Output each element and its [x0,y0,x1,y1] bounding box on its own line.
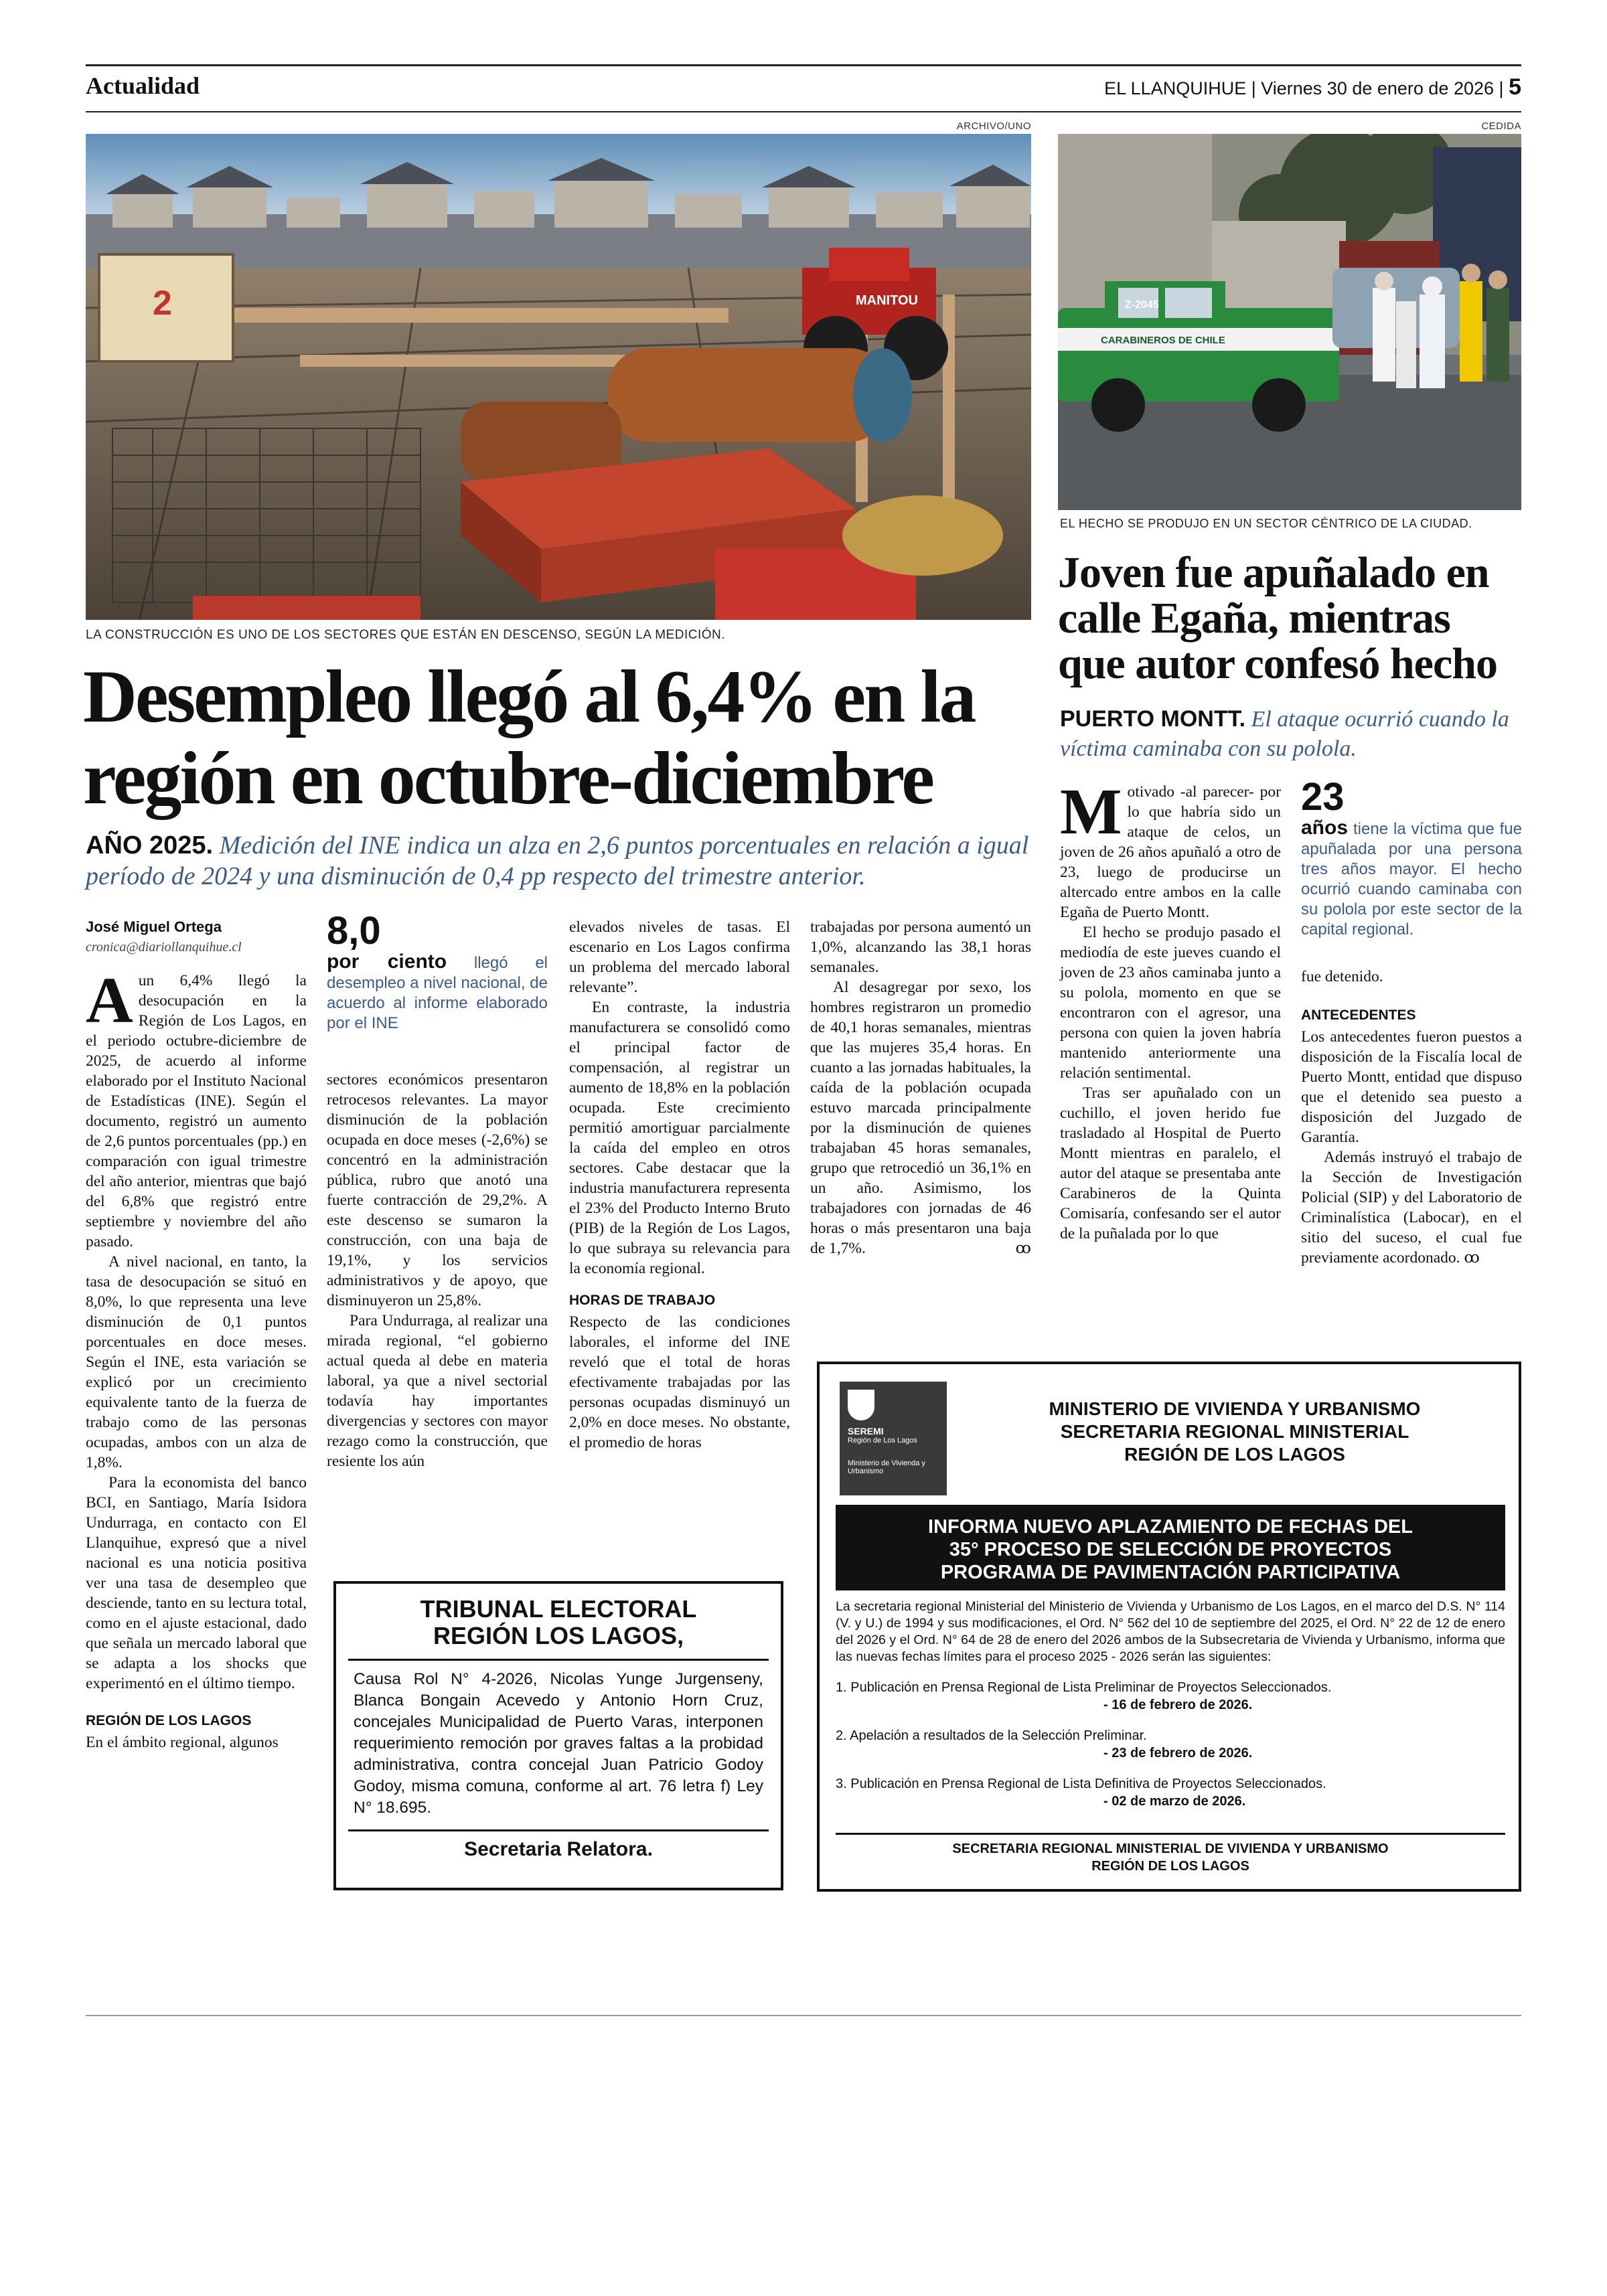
page-folio: EL LLANQUIHUE | Viernes 30 de enero de 2026 | 5 [1104,74,1521,100]
lead-photo-caption: LA CONSTRUCCIÓN ES UNO DE LOS SECTORES QUE ESTÁN EN DESCENSO, SEGÚN LA MEDICIÓN. [86,628,725,642]
side-headline-line-3: que autor confesó hecho [1058,639,1497,688]
section-label: Actualidad [86,72,200,99]
tribunal-title [348,1596,769,1661]
fact-box [327,952,548,1034]
side-drop-cap: M [1060,776,1122,848]
side-paragraph-5: Los antecedentes fueron puestos a disposición de la Fiscalía local de Puerto Montt, entidad que dispuso que el detenido sea puesto a disposición del Juzgado de Garantía. [1301,1028,1522,1146]
police-label: CARABINEROS DE CHILE [1101,335,1225,346]
side-column-2 [1301,776,1522,1268]
end-mark-icon: ꝏ [1015,1240,1031,1257]
subhead-region: REGIÓN DE LOS LAGOS [86,1713,252,1728]
side-photo [1058,134,1521,510]
fact-number: 8,0 [327,909,381,953]
lead-column-4 [810,917,1031,1258]
side-fact-unit: años [1301,817,1349,839]
side-paragraph-1: Motivado -al parecer- por lo que habría sido un ataque de celos, un joven de 26 años apuñaló a otro de 23, luego de producirse un altercado entre ambos en la calle Egaña de Puerto Montt. [1060,776,1281,921]
lead-photo-credit: ARCHIVO/UNO [956,120,1031,132]
lead-column-2 [327,910,548,1471]
minvu-intro: La secretaria regional Ministerial del Ministerio de Vivienda y Urbanismo de Los Lagos, en el marco del D.S. N° 114 (V. y U.) de 1994 y sus modificaciones, el Ord. N° 562 del 10 de septiembre del 2025, el Ord. N° 22 de 12 de enero del 2026 y el Ord. N° 64 de 28 de enero del 2026 ambos de la Subsecretaria de Vivienda y Urbanismo, informa que las nuevas fechas límites para el proceso 2025 - 2026 serán las siguientes: [836,1599,1505,1664]
date-item-3: 3. Publicación en Prensa Regional de Lista Definitiva de Proyectos Seleccionados. - 02 de marzo de 2026. [836,1777,1326,1809]
side-paragraph-6: Además instruyó el trabajo de la Sección de Investigación Policial (SIP) y del Laboratorio de Criminalística (Labocar), en el sitio del suceso, el cual fue previamente acordonado. ꝏ [1301,1149,1522,1266]
lead-dek-text: Medición del INE indica un alza en 2,6 puntos porcentuales en relación a igual período de 2024 y una disminución de 0,4 pp respecto del trimestre anterior. [86,831,1029,890]
side-dek-kicker: PUERTO MONTT. [1060,706,1246,732]
lead-dek-kicker: AÑO 2025. [86,831,214,859]
minvu-banner: INFORMA NUEVO APLAZAMIENTO DE FECHAS DEL 35° PROCESO DE SELECCIÓN DE PROYECTOS PROGRAMA DE PAVIMENTACIÓN PARTICIPATIVA [836,1505,1505,1590]
side-fact-box [1301,818,1522,940]
side-paragraph-3: Tras ser apuñalado con un cuchillo, el joven herido fue trasladado al Hospital de Puerto Montt mientras en paralelo, el autor del ataque se presentaba ante Carabineros de la Quinta Comisaría, confesando ser el autor de la puñalada por lo que [1060,1084,1281,1242]
side-paragraph-4: fue detenido. [1301,968,1383,985]
subhead-antecedentes: ANTECEDENTES [1301,1007,1416,1023]
plate-number: Z-2045 [1125,299,1159,311]
date-item-2: 2. Apelación a resultados de la Selección Preliminar. - 23 de febrero de 2026. [836,1728,1253,1760]
lead-headline-line-1: Desempleo llegó al 6,4% en la [83,655,975,738]
minvu-title: MINISTERIO DE VIVIENDA Y URBANISMO SECRETARIA REGIONAL MINISTERIAL REGIÓN DE LOS LAGOS [1049,1398,1421,1465]
minvu-footer: SECRETARIA REGIONAL MINISTERIAL DE VIVIENDA Y URBANISMO REGIÓN DE LOS LAGOS [836,1833,1505,1875]
side-photo-caption: EL HECHO SE PRODUJO EN UN SECTOR CÉNTRICO DE LA CIUDAD. [1060,517,1472,530]
lead-paragraph-8: En contraste, la industria manufacturera se consolidó como el principal factor de compensación, al registrar un aumento de 18,8% en la población ocupada. Este crecimiento permitió amortiguar parcialmente la caída del empleo en otros sectores. Cabe destacar que la industria manufacturera representa el 23% del Producto Interno Bruto (PIB) de la Región de Los Lagos, lo que subraya su relevancia para la economía regional. [569,999,790,1277]
tribunal-signature: Secretaria Relatora. [348,1829,769,1861]
lead-dek [86,830,1037,892]
lead-paragraph-1: Aun 6,4% llegó la desocupación en la Región de Los Lagos, en el periodo octubre-diciembre de 2025, de acuerdo al informe elaborado por el Instituto Nacional de Estadísticas (INE). Según el documento, registró un aumento de 2,6 puntos porcentuales (pp.) en comparación con igual trimestre del año anterior, mientras que bajó del 6,8% que registró entre septiembre y noviembre del año pasado. [86,965,307,1250]
lead-column-3 [569,917,790,1453]
lead-photo [86,134,1031,620]
side-headline-line-1: Joven fue apuñalado en [1058,548,1489,597]
date-item-1: 1. Publicación en Prensa Regional de Lista Preliminar de Proyectos Seleccionados. - 16 de febrero de 2026. [836,1680,1332,1712]
lead-paragraph-7: elevados niveles de tasas. El escenario en Los Lagos confirma un problema del mercado laboral relevante”. [569,918,790,996]
bottom-rule [86,2015,1521,2016]
side-headline-line-2: calle Egaña, mientras [1058,594,1450,643]
lead-headline-line-2: región en octubre-diciembre [83,737,933,820]
side-paragraph-2: El hecho se produjo pasado el mediodía de este jueves cuando el joven de 23 años caminaba junto a su polola, momento en que se encontraron con el agresor, una persona con quien la joven habría mantenido anteriormente una relación sentimental. [1060,924,1281,1082]
tribunal-body: Causa Rol N° 4-2026, Nicolas Yunge Jurgenseny, Blanca Bongain Acevedo y Antonio Horn Cruz, concejales Municipalidad de Puerto Varas, interponen requerimiento remoción por graves faltas a la probidad administrativa, contra concejal Juan Patricio Godoy Godoy, misma comuna, conforme al art. 76 letra f) Ley N° 18.695. [354,1670,763,1817]
lead-column-1 [86,917,307,1752]
subhead-hours: HORAS DE TRABAJO [569,1293,716,1308]
lead-paragraph-9: Respecto de las condiciones laborales, el informe del INE reveló que el total de horas efectivamente trabajadas por las personas ocupadas disminuyó un 2,0% en doce meses. No obstante, el promedio de horas [569,1313,790,1451]
machine-brand: MANITOU [856,293,918,308]
tribunal-notice [333,1581,783,1890]
seremi-logo: SEREMI Región de Los Lagos Ministerio de Vivienda y Urbanismo [840,1382,947,1495]
minvu-dates-list [836,1679,1505,1810]
police-scene-image [1058,134,1521,510]
side-end-mark-icon: ꝏ [1464,1249,1480,1266]
page-number: 5 [1509,74,1521,100]
lead-headline [83,656,1047,819]
page-header [86,64,1521,112]
lead-paragraph-10: trabajadas por persona aumentó un 1,0%, alcanzando las 38,1 horas semanales. [810,918,1031,976]
side-dek [1060,704,1522,764]
fact-text: llegó el desempleo a nivel nacional, de acuerdo al informe elaborado por el INE [327,954,548,1032]
side-dek-text: El ataque ocurrió cuando la víctima caminaba con su polola. [1060,707,1509,761]
lead-paragraph-6: Para Undurraga, al realizar una mirada regional, “el gobierno actual queda al debe en materia laboral, ya que a nivel sectorial todavía hay importantes divergencias y sectores con mayor rezago como la construcción, que resiente los aún [327,1312,548,1470]
drop-cap: A [86,965,133,1037]
minvu-notice [817,1362,1521,1892]
lead-paragraph-11: Al desagregar por sexo, los hombres registraron un promedio de 40,1 horas semanales, mientras que las mujeres 35,4 horas. En cuanto a las jornadas habituales, la caída de la población ocupada estuvo marcada principalmente por la disminución de quienes trabajaban 45 horas semanales, grupo que retrocedió un 36,1% en un año. Asimismo, los trabajadores con jornadas de 46 horas o más presentaron una baja de 1,7%. ꝏ [810,979,1031,1257]
lead-paragraph-5: sectores económicos presentaron retrocesos relevantes. La mayor disminución de la población ocupada en doce meses (-2,6%) se concentró en la administración pública, rubro que anotó una fuerte contracción de 29,2%. A este descenso se sumaron la construcción, con una baja de 19,1%, y los servicios administrativos y de apoyo, que disminuyeron un 25,8%. [327,1071,548,1309]
lead-paragraph-4: En el ámbito regional, algunos [86,1734,279,1751]
fact-unit: por ciento [327,951,447,973]
author-name: José Miguel Ortega [86,918,222,935]
newspaper-name: EL LLANQUIHUE [1104,78,1247,98]
tribunal-title-line-2: REGIÓN LOS LAGOS, [433,1622,684,1649]
lead-paragraph-3: Para la economista del banco BCI, en Santiago, María Isidora Undurraga, en contacto con El Llanquihue, expresó que a nivel nacional es una noticia positiva ver una tasa de desempleo que desciende, tanto en su lectura total, como en el ajuste estacional, dado que señala un mercado laboral que se adapta a los shocks que experimentó en el último tiempo. [86,1474,307,1692]
side-headline [1058,550,1527,687]
construction-site-image [86,134,1031,620]
side-fact-text: tiene la víctima que fue apuñalada por una persona tres años mayor. El hecho ocurrió cuando caminaba con su polola por este sector de la capital regional. [1301,820,1522,938]
bin-number: 2 [153,284,172,323]
side-photo-credit: CEDIDA [1481,120,1521,132]
lead-paragraph-2: A nivel nacional, en tanto, la tasa de desocupación se situó en 8,0%, lo que representa una leve disminución de 0,1 puntos porcentuales en doce meses. Según el INE, esta variación se explicó por un crecimiento equivalente tanto de la fuerza de trabajo como de las personas ocupadas, ambos con un alza de 1,8%. [86,1253,307,1471]
issue-date: Viernes 30 de enero de 2026 [1261,78,1495,98]
tribunal-title-line-1: TRIBUNAL ELECTORAL [420,1595,697,1623]
chile-shield-icon [848,1390,874,1420]
side-column-1 [1060,776,1281,1244]
side-fact-number: 23 [1301,775,1345,819]
author-email: cronica@diariollanquihue.cl [86,940,242,955]
